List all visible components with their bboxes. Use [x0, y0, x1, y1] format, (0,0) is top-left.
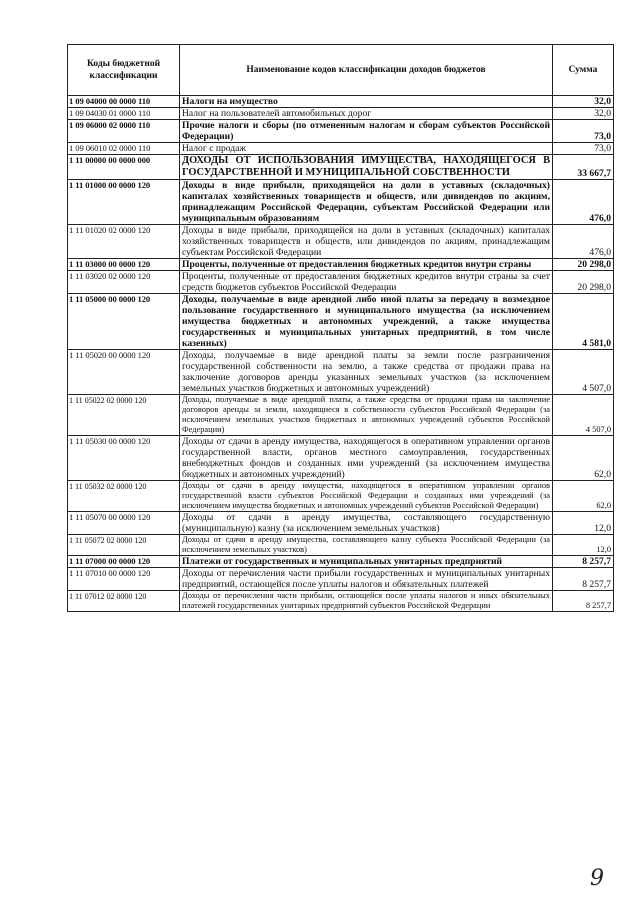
sum-cell: 32,0: [553, 96, 614, 108]
sum-cell: 20 298,0: [553, 259, 614, 271]
name-cell: Доходы, получаемые в виде арендной либо иной платы за передачу в возмездное пользование государственного и муниципального имущества (за исключением имущества бюджетных и автономных учреждений, а также имущества государственных и муниципальных унитарных предприятий, в том числе казенных): [180, 294, 553, 350]
code-cell: 1 11 01000 00 0000 120: [68, 180, 180, 225]
code-cell: 1 11 05000 00 0000 120: [68, 294, 180, 350]
name-cell: Прочие налоги и сборы (по отмененным налогам и сборам субъектов Российской Федерации): [180, 120, 553, 143]
code-cell: 1 11 05022 02 0000 120: [68, 395, 180, 436]
code-cell: 1 11 01020 02 0000 120: [68, 225, 180, 259]
table-row: [68, 225, 614, 259]
code-cell: 1 11 00000 00 0000 000: [68, 155, 180, 180]
header-code: Коды бюджетной классификации: [68, 45, 180, 96]
sum-cell: 8 257,7: [553, 568, 614, 591]
name-cell: Доходы от перечисления части прибыли, остающейся после уплаты налогов и иных обязательных платежей государственных унитарных предприятий субъектов Российской Федерации: [180, 591, 553, 612]
table-row: [68, 155, 614, 180]
table-row: [68, 481, 614, 512]
code-cell: 1 09 06000 02 0000 110: [68, 120, 180, 143]
code-cell: 1 09 04000 00 0000 110: [68, 96, 180, 108]
sum-cell: 32,0: [553, 108, 614, 120]
name-cell: Доходы от сдачи в аренду имущества, находящегося в оперативном управлении органов государственной власти, органов местного самоуправления, государственных внебюджетных фондов и созданных ими учреждений (за исключением имущества бюджетных и автономных учреждений): [180, 436, 553, 481]
table-row: [68, 120, 614, 143]
sum-cell: 73,0: [553, 120, 614, 143]
sum-cell: 4 507,0: [553, 350, 614, 395]
code-cell: 1 11 03020 02 0000 120: [68, 271, 180, 294]
header-sum: Сумма: [553, 45, 614, 96]
name-cell: Налог на пользователей автомобильных дорог: [180, 108, 553, 120]
name-cell: ДОХОДЫ ОТ ИСПОЛЬЗОВАНИЯ ИМУЩЕСТВА, НАХОДЯЩЕГОСЯ В ГОСУДАРСТВЕННОЙ И МУНИЦИПАЛЬНОЙ СОБСТВЕННОСТИ: [180, 155, 553, 180]
table-row: [68, 108, 614, 120]
sum-cell: 4 507,0: [553, 395, 614, 436]
code-cell: 1 09 06010 02 0000 110: [68, 143, 180, 155]
sum-cell: 12,0: [553, 512, 614, 535]
name-cell: Проценты, полученные от предоставления бюджетных кредитов внутри страны: [180, 259, 553, 271]
sum-cell: 62,0: [553, 436, 614, 481]
code-cell: 1 11 05030 00 0000 120: [68, 436, 180, 481]
sum-cell: 4 581,0: [553, 294, 614, 350]
sum-cell: 33 667,7: [553, 155, 614, 180]
sum-cell: 20 298,0: [553, 271, 614, 294]
code-cell: 1 11 07010 00 0000 120: [68, 568, 180, 591]
code-cell: 1 11 03000 00 0000 120: [68, 259, 180, 271]
name-cell: Налоги на имущество: [180, 96, 553, 108]
table-row: [68, 294, 614, 350]
name-cell: Доходы в виде прибыли, приходящейся на доли в уставных (складочных) капиталах хозяйственных товариществ и обществ, или дивидендов по акциям, принадлежащим субъектам Российской Федерации: [180, 225, 553, 259]
table-row: [68, 512, 614, 535]
table-header-row: [68, 45, 614, 96]
table-row: [68, 556, 614, 568]
name-cell: Доходы от сдачи в аренду имущества, составляющего государственную (муниципальную) казну (за исключением земельных участков): [180, 512, 553, 535]
table-row: [68, 271, 614, 294]
revenue-table: [67, 44, 614, 612]
sum-cell: 73,0: [553, 143, 614, 155]
name-cell: Проценты, полученные от предоставления бюджетных кредитов внутри страны за счет средств бюджетов субъектов Российской Федерации: [180, 271, 553, 294]
table-row: [68, 96, 614, 108]
table-row: [68, 436, 614, 481]
sum-cell: 476,0: [553, 225, 614, 259]
name-cell: Налог с продаж: [180, 143, 553, 155]
name-cell: Доходы в виде прибыли, приходящейся на доли в уставных (складочных) капиталах хозяйственных товариществ и обществ, или дивидендов по акциям, принадлежащим Российской Федерации, субъектам Российской Федерации или муниципальным образованиям: [180, 180, 553, 225]
sum-cell: 12,0: [553, 535, 614, 556]
name-cell: Доходы, получаемые в виде арендной платы, а также средства от продажи права на заключение договоров аренды за земли, находящиеся в собственности субъектов Российской Федерации (за исключением земельных участков бюджетных и автономных учреждений субъектов Российской Федерации): [180, 395, 553, 436]
sum-cell: 8 257,7: [553, 556, 614, 568]
sum-cell: 62,0: [553, 481, 614, 512]
sum-cell: 476,0: [553, 180, 614, 225]
table-row: [68, 395, 614, 436]
code-cell: 1 09 04030 01 0000 110: [68, 108, 180, 120]
table-row: [68, 143, 614, 155]
table-row: [68, 591, 614, 612]
name-cell: Доходы от сдачи в аренду имущества, составляющего казну субъекта Российской Федерации (за исключением земельных участков): [180, 535, 553, 556]
table-row: [68, 535, 614, 556]
table-row: [68, 350, 614, 395]
code-cell: 1 11 07000 00 0000 120: [68, 556, 180, 568]
page-number: 9: [590, 866, 604, 891]
code-cell: 1 11 05020 00 0000 120: [68, 350, 180, 395]
table-row: [68, 180, 614, 225]
code-cell: 1 11 07012 02 0000 120: [68, 591, 180, 612]
name-cell: Платежи от государственных и муниципальных унитарных предприятий: [180, 556, 553, 568]
table-row: [68, 568, 614, 591]
name-cell: Доходы, получаемые в виде арендной платы за земли после разграничения государственной собственности на землю, а также средства от продажи права на заключение договоров аренды указанных земельных участков (за исключением земельных участков бюджетных и автономных учреждений): [180, 350, 553, 395]
name-cell: Доходы от сдачи в аренду имущества, находящегося в оперативном управлении органов государственной власти субъектов Российской Федерации и созданных ими учреждений (за исключением имущества бюджетных и автономных учреждений субъектов Российской Федерации): [180, 481, 553, 512]
table-body: [68, 96, 614, 612]
header-name: Наименование кодов классификации доходов бюджетов: [180, 45, 553, 96]
sum-cell: 8 257,7: [553, 591, 614, 612]
code-cell: 1 11 05070 00 0000 120: [68, 512, 180, 535]
name-cell: Доходы от перечисления части прибыли государственных и муниципальных унитарных предприятий, остающейся после уплаты налогов и обязательных платежей: [180, 568, 553, 591]
table-row: [68, 259, 614, 271]
code-cell: 1 11 05032 02 0000 120: [68, 481, 180, 512]
code-cell: 1 11 05072 02 0000 120: [68, 535, 180, 556]
